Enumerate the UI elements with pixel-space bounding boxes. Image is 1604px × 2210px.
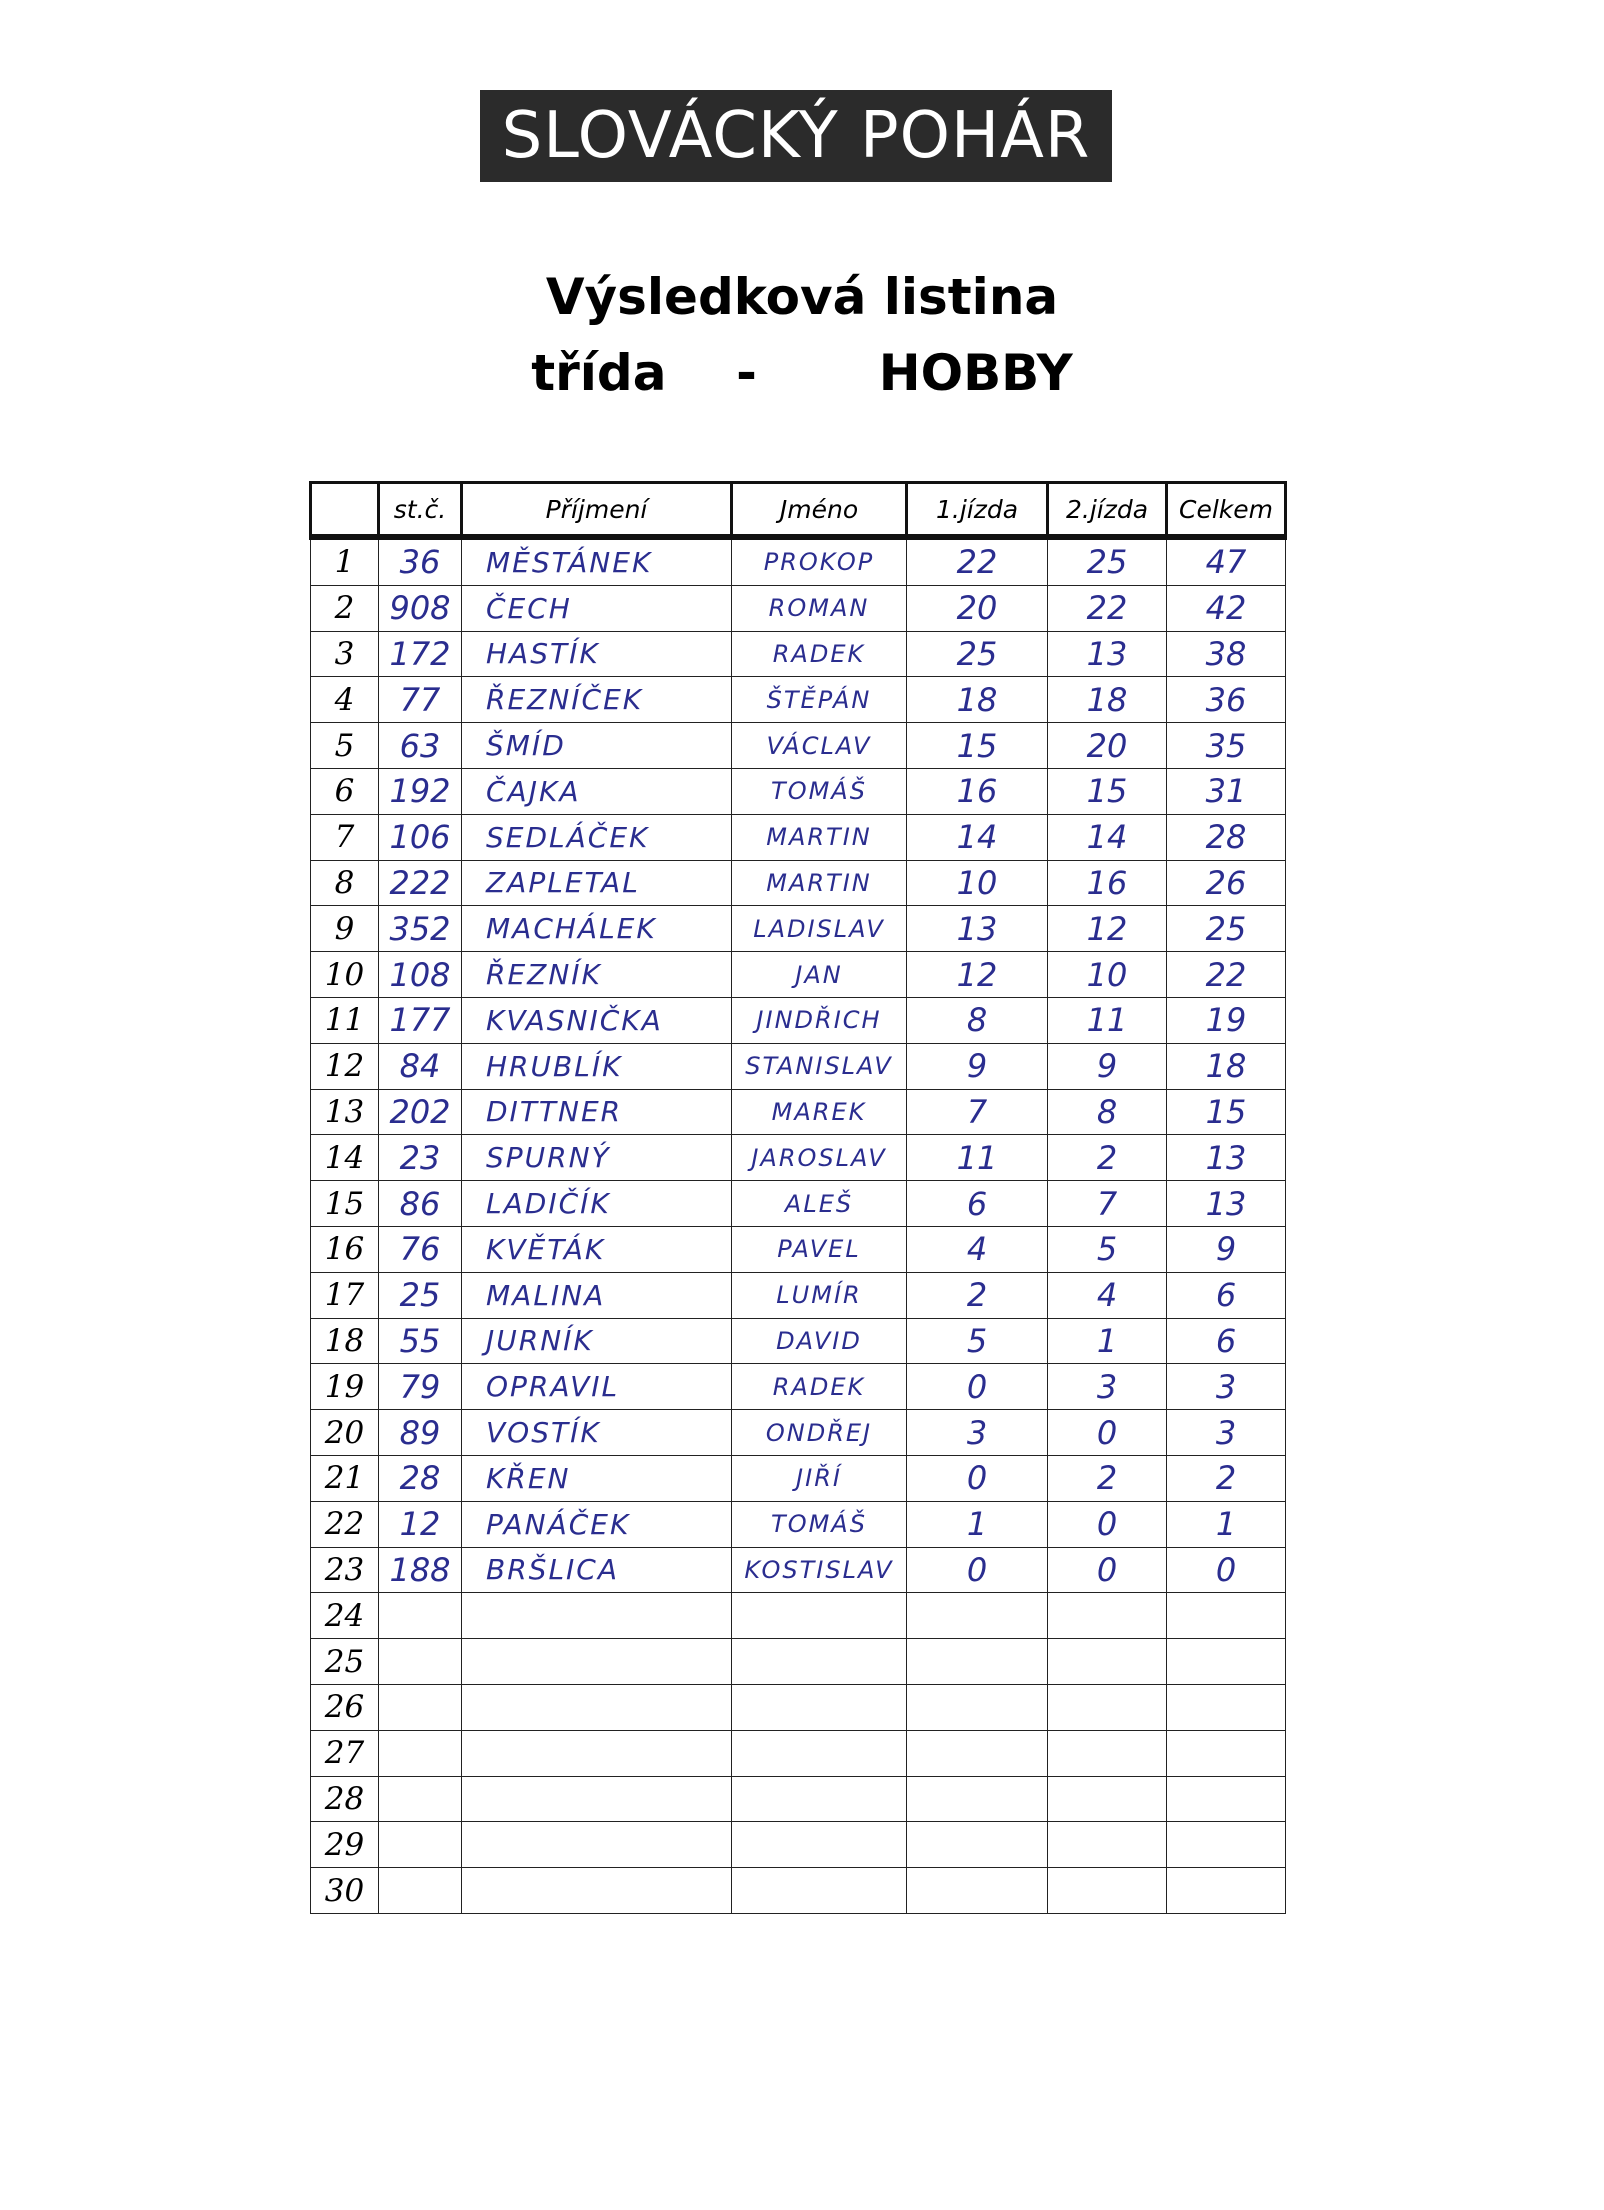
table-row: [311, 1547, 1286, 1593]
surname-cell: [462, 1684, 732, 1730]
name-cell: STANISLAV: [732, 1043, 907, 1089]
column-header-total: Celkem: [1167, 483, 1286, 538]
document-subtitle: Výsledková listina: [545, 268, 1059, 326]
run1-cell: 8: [907, 997, 1048, 1043]
run1-cell: 22: [907, 537, 1048, 585]
class-dash: -: [736, 344, 757, 402]
surname-cell: [462, 1776, 732, 1822]
start-number-cell: 352: [379, 906, 462, 952]
surname-cell: LADIČÍK: [462, 1181, 732, 1227]
total-cell: [1167, 1593, 1286, 1639]
total-cell: 35: [1167, 723, 1286, 769]
start-number-cell: 55: [379, 1318, 462, 1364]
run2-cell: 16: [1048, 860, 1167, 906]
start-number-cell: 106: [379, 814, 462, 860]
name-cell: ROMAN: [732, 585, 907, 631]
run2-cell: [1048, 1822, 1167, 1868]
run2-cell: 10: [1048, 952, 1167, 998]
name-cell: LADISLAV: [732, 906, 907, 952]
table-row: [311, 1730, 1286, 1776]
start-number-cell: 188: [379, 1547, 462, 1593]
table-row: [311, 631, 1286, 677]
name-cell: VÁCLAV: [732, 723, 907, 769]
run1-cell: [907, 1730, 1048, 1776]
start-number-cell: 908: [379, 585, 462, 631]
run1-cell: 2: [907, 1272, 1048, 1318]
start-number-cell: 12: [379, 1501, 462, 1547]
run2-cell: [1048, 1639, 1167, 1685]
table-row: [311, 1684, 1286, 1730]
table-row: [311, 1501, 1286, 1547]
total-cell: 31: [1167, 768, 1286, 814]
run2-cell: 1: [1048, 1318, 1167, 1364]
total-cell: 9: [1167, 1226, 1286, 1272]
rank-cell: 18: [311, 1318, 379, 1364]
name-cell: TOMÁŠ: [732, 1501, 907, 1547]
rank-cell: 16: [311, 1226, 379, 1272]
name-cell: [732, 1593, 907, 1639]
run2-cell: 5: [1048, 1226, 1167, 1272]
total-cell: [1167, 1684, 1286, 1730]
surname-cell: KVĚTÁK: [462, 1226, 732, 1272]
table-row: [311, 1272, 1286, 1318]
rank-cell: 27: [311, 1730, 379, 1776]
table-row: [311, 1868, 1286, 1914]
rank-cell: 22: [311, 1501, 379, 1547]
run1-cell: 4: [907, 1226, 1048, 1272]
name-cell: MARTIN: [732, 860, 907, 906]
run1-cell: 13: [907, 906, 1048, 952]
run2-cell: 11: [1048, 997, 1167, 1043]
surname-cell: MALINA: [462, 1272, 732, 1318]
run2-cell: 0: [1048, 1410, 1167, 1456]
table-row: [311, 723, 1286, 769]
table-row: [311, 1181, 1286, 1227]
surname-cell: ŠMÍD: [462, 723, 732, 769]
surname-cell: MĚSTÁNEK: [462, 537, 732, 585]
rank-cell: 5: [311, 723, 379, 769]
rank-cell: 6: [311, 768, 379, 814]
rank-cell: 19: [311, 1364, 379, 1410]
run2-cell: 18: [1048, 677, 1167, 723]
table-row: [311, 1364, 1286, 1410]
rank-cell: 11: [311, 997, 379, 1043]
start-number-cell: 76: [379, 1226, 462, 1272]
run2-cell: 3: [1048, 1364, 1167, 1410]
table-row: [311, 1639, 1286, 1685]
rank-cell: 3: [311, 631, 379, 677]
run1-cell: 0: [907, 1364, 1048, 1410]
name-cell: JINDŘICH: [732, 997, 907, 1043]
table-row: [311, 537, 1286, 585]
surname-cell: [462, 1822, 732, 1868]
run2-cell: 13: [1048, 631, 1167, 677]
name-cell: LUMÍR: [732, 1272, 907, 1318]
run2-cell: 9: [1048, 1043, 1167, 1089]
table-row: [311, 814, 1286, 860]
name-cell: MAREK: [732, 1089, 907, 1135]
table-row: [311, 768, 1286, 814]
name-cell: [732, 1822, 907, 1868]
total-cell: 6: [1167, 1272, 1286, 1318]
surname-cell: ŘEZNÍČEK: [462, 677, 732, 723]
rank-cell: 21: [311, 1455, 379, 1501]
surname-cell: MACHÁLEK: [462, 906, 732, 952]
results-table: [309, 481, 1287, 1914]
total-cell: 15: [1167, 1089, 1286, 1135]
name-cell: JAN: [732, 952, 907, 998]
name-cell: RADEK: [732, 1364, 907, 1410]
total-cell: 36: [1167, 677, 1286, 723]
run2-cell: 4: [1048, 1272, 1167, 1318]
name-cell: TOMÁŠ: [732, 768, 907, 814]
name-cell: [732, 1684, 907, 1730]
run1-cell: [907, 1639, 1048, 1685]
surname-cell: SPURNÝ: [462, 1135, 732, 1181]
run2-cell: [1048, 1776, 1167, 1822]
surname-cell: OPRAVIL: [462, 1364, 732, 1410]
table-row: [311, 906, 1286, 952]
name-cell: [732, 1730, 907, 1776]
table-row: [311, 1455, 1286, 1501]
table-row: [311, 860, 1286, 906]
rank-cell: 26: [311, 1684, 379, 1730]
surname-cell: DITTNER: [462, 1089, 732, 1135]
column-header-name: Jméno: [732, 483, 907, 538]
run1-cell: [907, 1776, 1048, 1822]
class-value: HOBBY: [878, 344, 1073, 402]
total-cell: [1167, 1868, 1286, 1914]
surname-cell: [462, 1639, 732, 1685]
total-cell: 25: [1167, 906, 1286, 952]
run2-cell: [1048, 1593, 1167, 1639]
start-number-cell: 192: [379, 768, 462, 814]
run1-cell: 1: [907, 1501, 1048, 1547]
total-cell: [1167, 1822, 1286, 1868]
rank-cell: 28: [311, 1776, 379, 1822]
rank-cell: 13: [311, 1089, 379, 1135]
rank-cell: 9: [311, 906, 379, 952]
table-row: [311, 1318, 1286, 1364]
surname-cell: HRUBLÍK: [462, 1043, 732, 1089]
rank-cell: 25: [311, 1639, 379, 1685]
start-number-cell: 108: [379, 952, 462, 998]
column-header-run1: 1.jízda: [907, 483, 1048, 538]
run2-cell: 2: [1048, 1135, 1167, 1181]
start-number-cell: [379, 1822, 462, 1868]
run1-cell: 25: [907, 631, 1048, 677]
name-cell: RADEK: [732, 631, 907, 677]
run2-cell: 25: [1048, 537, 1167, 585]
run2-cell: [1048, 1730, 1167, 1776]
table-row: [311, 952, 1286, 998]
name-cell: ONDŘEJ: [732, 1410, 907, 1456]
run1-cell: [907, 1684, 1048, 1730]
run1-cell: 18: [907, 677, 1048, 723]
run1-cell: 5: [907, 1318, 1048, 1364]
surname-cell: ZAPLETAL: [462, 860, 732, 906]
rank-cell: 1: [311, 537, 379, 585]
column-header-rank: [311, 483, 379, 538]
page-title: SLOVÁCKÝ POHÁR: [501, 99, 1091, 173]
total-cell: 28: [1167, 814, 1286, 860]
rank-cell: 12: [311, 1043, 379, 1089]
column-header-start-number: st.č.: [379, 483, 462, 538]
run2-cell: [1048, 1868, 1167, 1914]
total-cell: 3: [1167, 1410, 1286, 1456]
name-cell: [732, 1776, 907, 1822]
run1-cell: [907, 1593, 1048, 1639]
run2-cell: 12: [1048, 906, 1167, 952]
run2-cell: [1048, 1684, 1167, 1730]
start-number-cell: [379, 1684, 462, 1730]
run1-cell: [907, 1822, 1048, 1868]
table-row: [311, 997, 1286, 1043]
surname-cell: ČECH: [462, 585, 732, 631]
start-number-cell: [379, 1868, 462, 1914]
name-cell: MARTIN: [732, 814, 907, 860]
run1-cell: [907, 1868, 1048, 1914]
start-number-cell: 25: [379, 1272, 462, 1318]
name-cell: KOSTISLAV: [732, 1547, 907, 1593]
surname-cell: PANÁČEK: [462, 1501, 732, 1547]
name-cell: JAROSLAV: [732, 1135, 907, 1181]
table-header-row: [311, 483, 1286, 538]
run2-cell: 0: [1048, 1501, 1167, 1547]
surname-cell: VOSTÍK: [462, 1410, 732, 1456]
start-number-cell: [379, 1730, 462, 1776]
table-row: [311, 1776, 1286, 1822]
run1-cell: 0: [907, 1455, 1048, 1501]
rank-cell: 8: [311, 860, 379, 906]
run1-cell: 14: [907, 814, 1048, 860]
start-number-cell: 36: [379, 537, 462, 585]
total-cell: 26: [1167, 860, 1286, 906]
start-number-cell: 202: [379, 1089, 462, 1135]
total-cell: 38: [1167, 631, 1286, 677]
run2-cell: 2: [1048, 1455, 1167, 1501]
surname-cell: ČAJKA: [462, 768, 732, 814]
run1-cell: 20: [907, 585, 1048, 631]
start-number-cell: 172: [379, 631, 462, 677]
class-label: třída: [531, 344, 667, 402]
name-cell: PAVEL: [732, 1226, 907, 1272]
run1-cell: 10: [907, 860, 1048, 906]
total-cell: 6: [1167, 1318, 1286, 1364]
start-number-cell: [379, 1776, 462, 1822]
table-row: [311, 1043, 1286, 1089]
table-row: [311, 1135, 1286, 1181]
total-cell: 47: [1167, 537, 1286, 585]
table-row: [311, 1822, 1286, 1868]
total-cell: 13: [1167, 1181, 1286, 1227]
title-banner: [480, 90, 1112, 182]
rank-cell: 23: [311, 1547, 379, 1593]
start-number-cell: 177: [379, 997, 462, 1043]
rank-cell: 29: [311, 1822, 379, 1868]
run2-cell: 22: [1048, 585, 1167, 631]
total-cell: 42: [1167, 585, 1286, 631]
run1-cell: 7: [907, 1089, 1048, 1135]
name-cell: ŠTĚPÁN: [732, 677, 907, 723]
start-number-cell: 28: [379, 1455, 462, 1501]
surname-cell: JURNÍK: [462, 1318, 732, 1364]
rank-cell: 14: [311, 1135, 379, 1181]
total-cell: 1: [1167, 1501, 1286, 1547]
surname-cell: [462, 1593, 732, 1639]
rank-cell: 2: [311, 585, 379, 631]
surname-cell: BRŠLICA: [462, 1547, 732, 1593]
total-cell: 18: [1167, 1043, 1286, 1089]
name-cell: [732, 1639, 907, 1685]
rank-cell: 4: [311, 677, 379, 723]
table-row: [311, 1089, 1286, 1135]
table-row: [311, 677, 1286, 723]
run1-cell: 15: [907, 723, 1048, 769]
run1-cell: 12: [907, 952, 1048, 998]
surname-cell: HASTÍK: [462, 631, 732, 677]
surname-cell: [462, 1868, 732, 1914]
rank-cell: 24: [311, 1593, 379, 1639]
column-header-run2: 2.jízda: [1048, 483, 1167, 538]
name-cell: DAVID: [732, 1318, 907, 1364]
rank-cell: 17: [311, 1272, 379, 1318]
total-cell: [1167, 1639, 1286, 1685]
run1-cell: 6: [907, 1181, 1048, 1227]
table-row: [311, 1410, 1286, 1456]
start-number-cell: 86: [379, 1181, 462, 1227]
start-number-cell: 222: [379, 860, 462, 906]
run1-cell: 11: [907, 1135, 1048, 1181]
total-cell: 19: [1167, 997, 1286, 1043]
surname-cell: ŘEZNÍK: [462, 952, 732, 998]
rank-cell: 10: [311, 952, 379, 998]
table-row: [311, 1593, 1286, 1639]
surname-cell: [462, 1730, 732, 1776]
start-number-cell: [379, 1593, 462, 1639]
rank-cell: 20: [311, 1410, 379, 1456]
table-row: [311, 1226, 1286, 1272]
rank-cell: 15: [311, 1181, 379, 1227]
surname-cell: KVASNIČKA: [462, 997, 732, 1043]
surname-cell: KŘEN: [462, 1455, 732, 1501]
name-cell: [732, 1868, 907, 1914]
run1-cell: 16: [907, 768, 1048, 814]
column-header-surname: Příjmení: [462, 483, 732, 538]
total-cell: [1167, 1730, 1286, 1776]
start-number-cell: 79: [379, 1364, 462, 1410]
table-row: [311, 585, 1286, 631]
start-number-cell: 84: [379, 1043, 462, 1089]
start-number-cell: [379, 1639, 462, 1685]
start-number-cell: 77: [379, 677, 462, 723]
start-number-cell: 89: [379, 1410, 462, 1456]
total-cell: 13: [1167, 1135, 1286, 1181]
rank-cell: 30: [311, 1868, 379, 1914]
run1-cell: 9: [907, 1043, 1048, 1089]
name-cell: PROKOP: [732, 537, 907, 585]
start-number-cell: 23: [379, 1135, 462, 1181]
class-line: [0, 344, 1604, 402]
total-cell: 2: [1167, 1455, 1286, 1501]
run2-cell: 20: [1048, 723, 1167, 769]
start-number-cell: 63: [379, 723, 462, 769]
total-cell: 22: [1167, 952, 1286, 998]
total-cell: 0: [1167, 1547, 1286, 1593]
run2-cell: 7: [1048, 1181, 1167, 1227]
name-cell: JIŘÍ: [732, 1455, 907, 1501]
run1-cell: 3: [907, 1410, 1048, 1456]
run1-cell: 0: [907, 1547, 1048, 1593]
run2-cell: 8: [1048, 1089, 1167, 1135]
surname-cell: SEDLÁČEK: [462, 814, 732, 860]
total-cell: 3: [1167, 1364, 1286, 1410]
results-body: [311, 537, 1286, 1913]
run2-cell: 14: [1048, 814, 1167, 860]
rank-cell: 7: [311, 814, 379, 860]
total-cell: [1167, 1776, 1286, 1822]
name-cell: ALEŠ: [732, 1181, 907, 1227]
run2-cell: 15: [1048, 768, 1167, 814]
run2-cell: 0: [1048, 1547, 1167, 1593]
